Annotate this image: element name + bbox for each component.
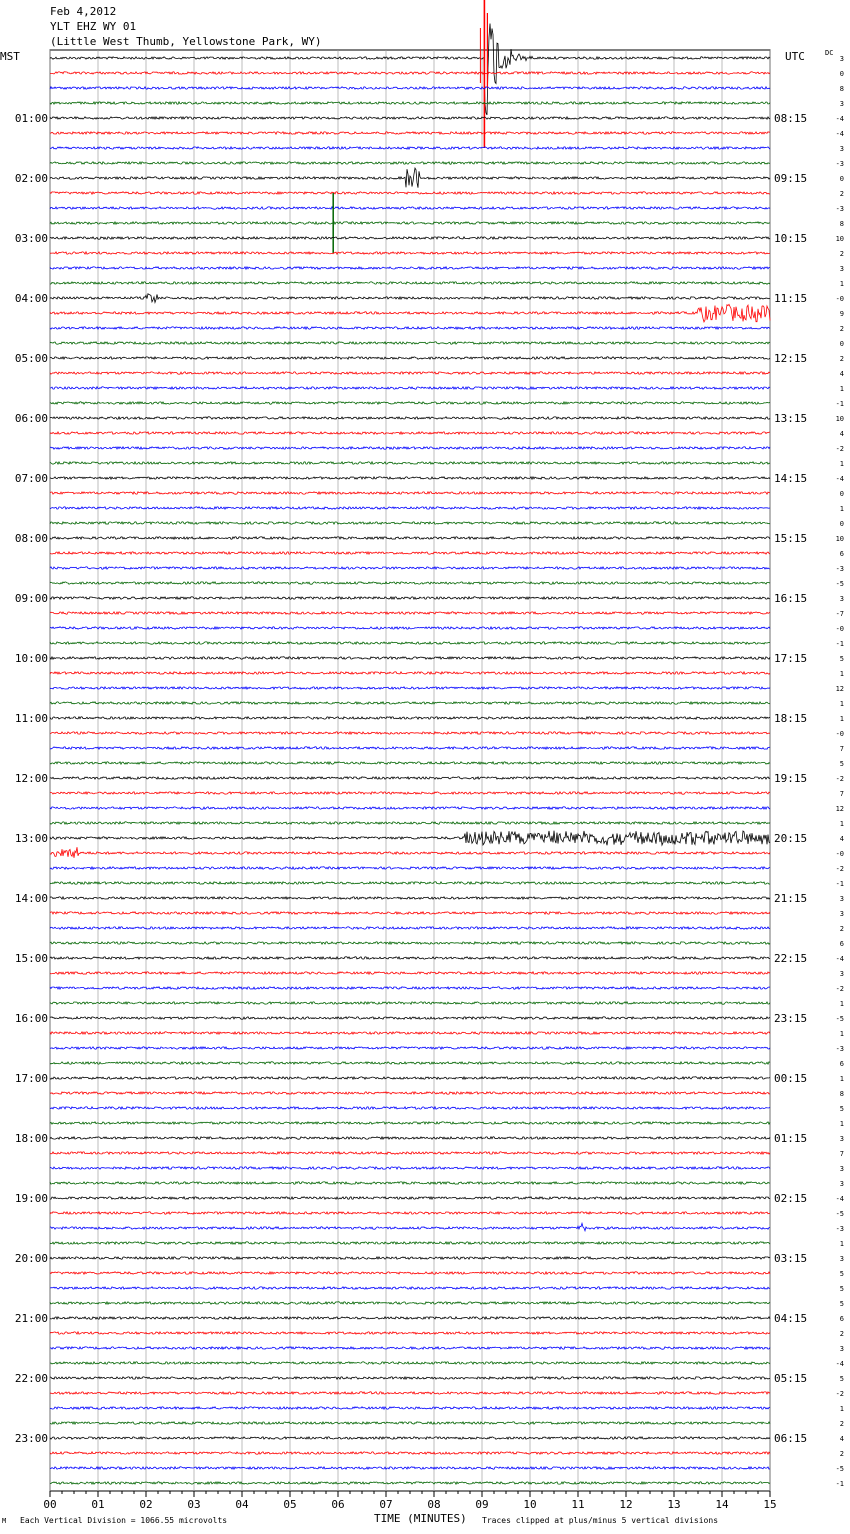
trace-line <box>50 957 770 959</box>
hour-label-right: 21:15 <box>774 892 808 905</box>
trace-line <box>50 1047 770 1049</box>
trace-line <box>50 432 770 434</box>
trace-line <box>50 372 770 374</box>
dc-offset-label: -3 <box>835 160 844 168</box>
hour-label-left: 08:00 <box>14 532 48 545</box>
dc-offset-label: 0 <box>839 520 844 528</box>
dc-offset-label: 3 <box>839 910 844 918</box>
trace-line <box>50 1212 770 1214</box>
trace-line <box>50 342 770 344</box>
trace-line <box>50 687 770 689</box>
dc-offset-label: -2 <box>835 865 844 873</box>
dc-offset-label: 3 <box>839 265 844 273</box>
dc-offset-label: -0 <box>835 625 844 633</box>
x-tick-label: 09 <box>475 1498 489 1511</box>
trace-line <box>50 1002 770 1004</box>
hour-label-left: 14:00 <box>14 892 48 905</box>
dc-offset-label: -0 <box>835 850 844 858</box>
trace-line <box>50 1167 770 1169</box>
dc-offset-label: 5 <box>839 1105 844 1113</box>
trace-line <box>50 582 770 584</box>
trace-line <box>50 672 770 674</box>
dc-offset-label: 4 <box>839 835 844 843</box>
dc-offset-label: -3 <box>835 1225 844 1233</box>
x-tick-label: 02 <box>139 1498 153 1511</box>
hour-label-right: 04:15 <box>774 1312 808 1325</box>
dc-offset-label: 8 <box>839 1090 844 1098</box>
dc-offset-label: -5 <box>835 1015 844 1023</box>
hour-label-right: 11:15 <box>774 292 808 305</box>
trace-line <box>50 387 770 389</box>
dc-offset-label: 5 <box>839 760 844 768</box>
dc-offset-label: 1 <box>839 715 844 723</box>
trace-line <box>50 1182 770 1184</box>
trace-line <box>50 267 770 269</box>
hour-label-right: 20:15 <box>774 832 808 845</box>
dc-offset-label: 2 <box>839 1450 844 1458</box>
trace-line <box>50 1302 770 1304</box>
dc-offset-label: 1 <box>839 505 844 513</box>
trace-line <box>50 1317 770 1319</box>
trace-line <box>50 1062 770 1064</box>
trace-line <box>50 477 770 479</box>
trace-line <box>50 522 770 524</box>
dc-offset-label: 3 <box>839 595 844 603</box>
dc-offset-label: -4 <box>835 955 844 963</box>
trace-line <box>50 552 770 554</box>
trace-line <box>50 717 770 719</box>
trace-line <box>50 702 770 704</box>
hour-label-left: 05:00 <box>14 352 48 365</box>
trace-line <box>50 987 770 989</box>
trace-line <box>50 927 770 929</box>
dc-offset-label: 9 <box>839 310 844 318</box>
hour-label-left: 17:00 <box>14 1072 48 1085</box>
hour-label-right: 00:15 <box>774 1072 808 1085</box>
dc-offset-label: 6 <box>839 940 844 948</box>
right-timezone-label: UTC <box>785 50 805 63</box>
hour-label-left: 11:00 <box>14 712 48 725</box>
x-tick-label: 08 <box>427 1498 441 1511</box>
dc-offset-label: 3 <box>839 1180 844 1188</box>
header-location: (Little West Thumb, Yellowstone Park, WY) <box>50 35 322 48</box>
trace-line <box>50 207 770 209</box>
dc-offset-label: 5 <box>839 1300 844 1308</box>
hour-label-left: 07:00 <box>14 472 48 485</box>
dc-offset-label: 1 <box>839 385 844 393</box>
dc-offset-label: -5 <box>835 580 844 588</box>
trace-line <box>50 1407 770 1409</box>
trace-line <box>50 72 770 74</box>
x-tick-label: 05 <box>283 1498 297 1511</box>
dc-offset-label: 3 <box>839 1135 844 1143</box>
hour-label-left: 02:00 <box>14 172 48 185</box>
x-tick-label: 15 <box>763 1498 777 1511</box>
dc-offset-label: 1 <box>839 1075 844 1083</box>
trace-line <box>50 1223 770 1231</box>
hour-label-left: 21:00 <box>14 1312 48 1325</box>
dc-offset-label: 1 <box>839 1120 844 1128</box>
dc-offset-label: -4 <box>835 1195 844 1203</box>
dc-offset-label: 3 <box>839 1255 844 1263</box>
dc-offset-label: 1 <box>839 1240 844 1248</box>
trace-line <box>50 168 770 188</box>
trace-line <box>50 327 770 329</box>
dc-offset-label: -2 <box>835 1390 844 1398</box>
x-tick-label: 14 <box>715 1498 729 1511</box>
dc-offset-label: 1 <box>839 1000 844 1008</box>
hour-label-left: 04:00 <box>14 292 48 305</box>
hour-label-right: 02:15 <box>774 1192 808 1205</box>
hour-label-right: 22:15 <box>774 952 808 965</box>
dc-offset-label: -7 <box>835 610 844 618</box>
dc-offset-label: 4 <box>839 370 844 378</box>
trace-line <box>50 612 770 614</box>
trace-line <box>50 1107 770 1109</box>
dc-offset-label: 5 <box>839 655 844 663</box>
trace-line <box>50 117 770 119</box>
dc-offset-label: 2 <box>839 355 844 363</box>
trace-line <box>50 1452 770 1454</box>
dc-offset-label: 3 <box>839 895 844 903</box>
trace-line <box>50 1137 770 1139</box>
trace-line <box>50 1077 770 1079</box>
trace-line <box>50 1482 770 1484</box>
trace-line <box>50 507 770 509</box>
trace-line <box>50 1332 770 1334</box>
x-tick-label: 07 <box>379 1498 393 1511</box>
trace-line <box>50 597 770 599</box>
hour-label-left: 01:00 <box>14 112 48 125</box>
header-date: Feb 4,2012 <box>50 5 117 18</box>
trace-line <box>50 777 770 779</box>
trace-line <box>50 1122 770 1124</box>
trace-line <box>50 732 770 734</box>
dc-offset-label: -5 <box>835 1210 844 1218</box>
dc-offset-label: 7 <box>839 745 844 753</box>
dc-offset-label: 1 <box>839 280 844 288</box>
dc-offset-label: -4 <box>835 475 844 483</box>
dc-offset-label: -1 <box>835 880 844 888</box>
trace-line <box>50 972 770 974</box>
trace-line <box>50 462 770 464</box>
dc-offset-label: 10 <box>835 535 844 543</box>
dc-offset-label: 0 <box>839 490 844 498</box>
dc-offset-label: 4 <box>839 1435 844 1443</box>
dc-offset-label: 5 <box>839 1375 844 1383</box>
dc-offset-label: 5 <box>839 1285 844 1293</box>
trace-line <box>50 1362 770 1364</box>
dc-offset-label: 2 <box>839 325 844 333</box>
dc-offset-label: 6 <box>839 1060 844 1068</box>
dc-offset-label: 3 <box>839 145 844 153</box>
trace-line <box>50 867 770 869</box>
hour-label-right: 14:15 <box>774 472 808 485</box>
trace-line <box>50 252 770 254</box>
hour-label-left: 12:00 <box>14 772 48 785</box>
dc-offset-label: 1 <box>839 460 844 468</box>
dc-offset-label: 7 <box>839 790 844 798</box>
hour-label-right: 17:15 <box>774 652 808 665</box>
trace-line <box>50 762 770 764</box>
dc-offset-label: -1 <box>835 640 844 648</box>
trace-line <box>50 822 770 824</box>
trace-line <box>50 1242 770 1244</box>
dc-offset-label: 0 <box>839 340 844 348</box>
trace-line <box>50 102 770 104</box>
dc-offset-label: 4 <box>839 430 844 438</box>
dc-offset-label: 10 <box>835 415 844 423</box>
trace-line <box>50 192 770 194</box>
hour-label-right: 10:15 <box>774 232 808 245</box>
trace-line <box>50 747 770 749</box>
dc-offset-label: 1 <box>839 670 844 678</box>
dc-offset-label: -1 <box>835 1480 844 1488</box>
trace-line <box>50 1422 770 1424</box>
dc-offset-label: -0 <box>835 730 844 738</box>
trace-line <box>50 1257 770 1259</box>
dc-offset-label: -3 <box>835 1045 844 1053</box>
hour-label-left: 03:00 <box>14 232 48 245</box>
hour-label-right: 05:15 <box>774 1372 808 1385</box>
trace-line <box>50 357 770 359</box>
hour-label-right: 16:15 <box>774 592 808 605</box>
dc-offset-label: 1 <box>839 820 844 828</box>
dc-offset-label: 7 <box>839 1150 844 1158</box>
x-tick-label: 04 <box>235 1498 249 1511</box>
trace-line <box>50 882 770 884</box>
dc-offset-label: 12 <box>835 805 844 813</box>
hour-label-left: 15:00 <box>14 952 48 965</box>
dc-offset-label: -3 <box>835 205 844 213</box>
hour-label-right: 01:15 <box>774 1132 808 1145</box>
dc-offset-label: -2 <box>835 775 844 783</box>
trace-line <box>50 792 770 794</box>
plot-frame <box>50 50 770 1491</box>
hour-label-right: 18:15 <box>774 712 808 725</box>
footer-scale-note: Each Vertical Division = 1066.55 microvolts <box>20 1516 228 1525</box>
hour-label-left: 22:00 <box>14 1372 48 1385</box>
dc-offset-label: -4 <box>835 115 844 123</box>
trace-line <box>50 1392 770 1394</box>
x-tick-label: 06 <box>331 1498 345 1511</box>
hour-label-right: 09:15 <box>774 172 808 185</box>
x-tick-label: 11 <box>571 1498 585 1511</box>
x-axis-title: TIME (MINUTES) <box>374 1512 467 1525</box>
trace-line <box>50 897 770 899</box>
x-tick-label: 00 <box>43 1498 57 1511</box>
dc-offset-label: 1 <box>839 1030 844 1038</box>
x-tick-label: 03 <box>187 1498 201 1511</box>
footer-marker: M <box>2 1517 7 1525</box>
trace-line <box>50 162 770 164</box>
trace-line <box>50 304 770 322</box>
trace-line <box>50 1347 770 1349</box>
hour-label-left: 06:00 <box>14 412 48 425</box>
dc-offset-label: 8 <box>839 220 844 228</box>
trace-line <box>50 807 770 809</box>
hour-label-left: 09:00 <box>14 592 48 605</box>
trace-line <box>50 1437 770 1439</box>
trace-line <box>50 831 770 846</box>
hour-label-right: 13:15 <box>774 412 808 425</box>
hour-label-right: 03:15 <box>774 1252 808 1265</box>
dc-offset-label: 2 <box>839 250 844 258</box>
trace-line <box>50 537 770 539</box>
dc-offset-label: -3 <box>835 565 844 573</box>
hour-label-left: 18:00 <box>14 1132 48 1145</box>
hour-label-right: 12:15 <box>774 352 808 365</box>
footer-clip-note: Traces clipped at plus/minus 5 vertical divisions <box>482 1516 719 1525</box>
trace-line <box>50 567 770 569</box>
trace-line <box>50 912 770 914</box>
trace-line <box>50 1467 770 1469</box>
dc-offset-label: 2 <box>839 925 844 933</box>
dc-offset-label: 3 <box>839 100 844 108</box>
trace-line <box>50 222 770 224</box>
dc-offset-label: 3 <box>839 55 844 63</box>
dc-offset-label: 1 <box>839 700 844 708</box>
header-station: YLT EHZ WY 01 <box>50 20 137 33</box>
dc-offset-label: 6 <box>839 1315 844 1323</box>
trace-line <box>50 1152 770 1154</box>
hour-label-right: 15:15 <box>774 532 808 545</box>
dc-offset-label: 0 <box>839 175 844 183</box>
dc-offset-label: 2 <box>839 1420 844 1428</box>
trace-line <box>50 282 770 284</box>
trace-line <box>50 402 770 404</box>
dc-offset-label: 8 <box>839 85 844 93</box>
trace-line <box>50 627 770 629</box>
dc-offset-header: DC <box>825 49 834 57</box>
hour-label-left: 16:00 <box>14 1012 48 1025</box>
trace-line <box>50 417 770 419</box>
trace-line <box>50 1017 770 1019</box>
hour-label-left: 10:00 <box>14 652 48 665</box>
dc-offset-label: 1 <box>839 1405 844 1413</box>
hour-label-right: 06:15 <box>774 1432 808 1445</box>
trace-line <box>50 1287 770 1289</box>
hour-label-left: 19:00 <box>14 1192 48 1205</box>
hour-label-left: 20:00 <box>14 1252 48 1265</box>
dc-offset-label: -4 <box>835 1360 844 1368</box>
trace-line <box>50 447 770 449</box>
trace-line <box>50 1272 770 1274</box>
trace-line <box>50 1032 770 1034</box>
dc-offset-label: 2 <box>839 1330 844 1338</box>
dc-offset-label: -2 <box>835 985 844 993</box>
hour-label-left: 13:00 <box>14 832 48 845</box>
hour-label-left: 23:00 <box>14 1432 48 1445</box>
x-tick-label: 13 <box>667 1498 681 1511</box>
trace-line <box>50 147 770 149</box>
dc-offset-label: 3 <box>839 1165 844 1173</box>
trace-line <box>50 237 770 239</box>
trace-line <box>50 942 770 944</box>
dc-offset-label: -1 <box>835 400 844 408</box>
hour-label-right: 19:15 <box>774 772 808 785</box>
dc-offset-label: 6 <box>839 550 844 558</box>
trace-line <box>50 294 770 303</box>
dc-offset-label: -4 <box>835 130 844 138</box>
trace-line <box>50 87 770 89</box>
dc-offset-label: 10 <box>835 235 844 243</box>
dc-offset-label: 5 <box>839 1270 844 1278</box>
dc-offset-label: -0 <box>835 295 844 303</box>
trace-line <box>50 24 770 115</box>
dc-offset-label: 2 <box>839 190 844 198</box>
trace-line <box>50 1377 770 1379</box>
dc-offset-label: 3 <box>839 1345 844 1353</box>
dc-offset-label: 3 <box>839 970 844 978</box>
trace-line <box>50 1092 770 1094</box>
hour-label-right: 23:15 <box>774 1012 808 1025</box>
dc-offset-label: -5 <box>835 1465 844 1473</box>
trace-line <box>50 847 770 858</box>
trace-line <box>50 132 770 134</box>
dc-offset-label: -2 <box>835 445 844 453</box>
trace-line <box>50 642 770 644</box>
x-tick-label: 01 <box>91 1498 105 1511</box>
hour-label-right: 08:15 <box>774 112 808 125</box>
dc-offset-label: 12 <box>835 685 844 693</box>
x-tick-label: 10 <box>523 1498 537 1511</box>
x-tick-label: 12 <box>619 1498 633 1511</box>
trace-line <box>50 1197 770 1199</box>
trace-line <box>50 657 770 659</box>
left-timezone-label: MST <box>0 50 20 63</box>
trace-line <box>50 492 770 494</box>
dc-offset-label: 0 <box>839 70 844 78</box>
